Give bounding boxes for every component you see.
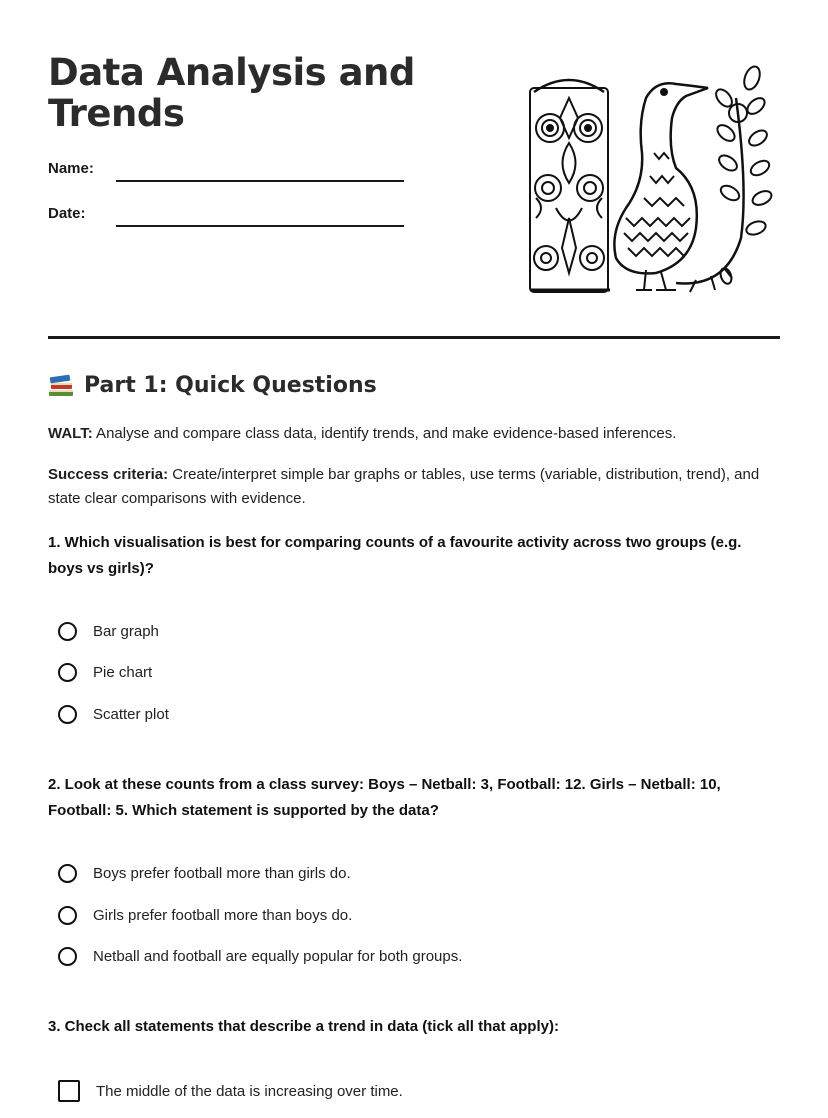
- date-field[interactable]: [116, 225, 404, 227]
- q1-option-3[interactable]: [58, 705, 169, 724]
- option-label: Pie chart: [93, 664, 153, 681]
- title-line-2: Trends: [48, 92, 185, 135]
- q2-option-1[interactable]: [58, 864, 351, 883]
- option-label: Netball and football are equally popular for both groups.: [93, 948, 463, 965]
- header-divider: [48, 336, 780, 339]
- part1-heading: [48, 373, 377, 398]
- radio-button[interactable]: [58, 864, 77, 883]
- radio-button[interactable]: [58, 906, 77, 925]
- success-criteria-label: Success criteria:: [48, 466, 169, 483]
- success-criteria-text: Create/interpret simple bar graphs or tables, use terms (variable, distribution, trend), and state clear comparisons with evidence.: [48, 466, 760, 507]
- walt-text: Analyse and compare class data, identify trends, and make evidence-based inferences.: [92, 425, 677, 442]
- carved-bird-illustration: [526, 58, 780, 298]
- option-label: Bar graph: [93, 623, 159, 640]
- title-line-1: Data Analysis and: [48, 51, 415, 94]
- q1-option-2[interactable]: [58, 663, 152, 682]
- q2-option-3[interactable]: [58, 947, 462, 966]
- page-title: [48, 52, 415, 134]
- option-label: The middle of the data is increasing over time.: [96, 1082, 403, 1100]
- q2-option-2[interactable]: [58, 906, 352, 925]
- part1-heading-text: Part 1: Quick Questions: [84, 373, 377, 398]
- radio-button[interactable]: [58, 947, 77, 966]
- radio-button[interactable]: [58, 622, 77, 641]
- radio-button[interactable]: [58, 705, 77, 724]
- question-3-text: 3. Check all statements that describe a trend in data (tick all that apply):: [48, 1018, 559, 1035]
- walt-paragraph: [48, 422, 780, 446]
- q3-option-1[interactable]: [58, 1080, 403, 1102]
- name-label: Name:: [48, 160, 94, 177]
- option-label: Scatter plot: [93, 706, 169, 723]
- option-label: Girls prefer football more than boys do.: [93, 907, 353, 924]
- name-field[interactable]: [116, 180, 404, 182]
- checkbox[interactable]: [58, 1080, 80, 1102]
- option-label: Boys prefer football more than girls do.: [93, 865, 351, 882]
- question-2-text: 2. Look at these counts from a class survey: Boys – Netball: 3, Football: 12. Girls – Netball: 10, Football: 5. Which statement is supported by the data?: [48, 776, 721, 819]
- date-label: Date:: [48, 205, 86, 222]
- question-1-text: 1. Which visualisation is best for comparing counts of a favourite activity across two groups (e.g. boys vs girls)?: [48, 534, 742, 577]
- radio-button[interactable]: [58, 663, 77, 682]
- success-criteria-paragraph: [48, 463, 780, 511]
- q1-option-1[interactable]: [58, 622, 159, 641]
- books-icon: [48, 374, 74, 398]
- walt-label: WALT:: [48, 425, 93, 442]
